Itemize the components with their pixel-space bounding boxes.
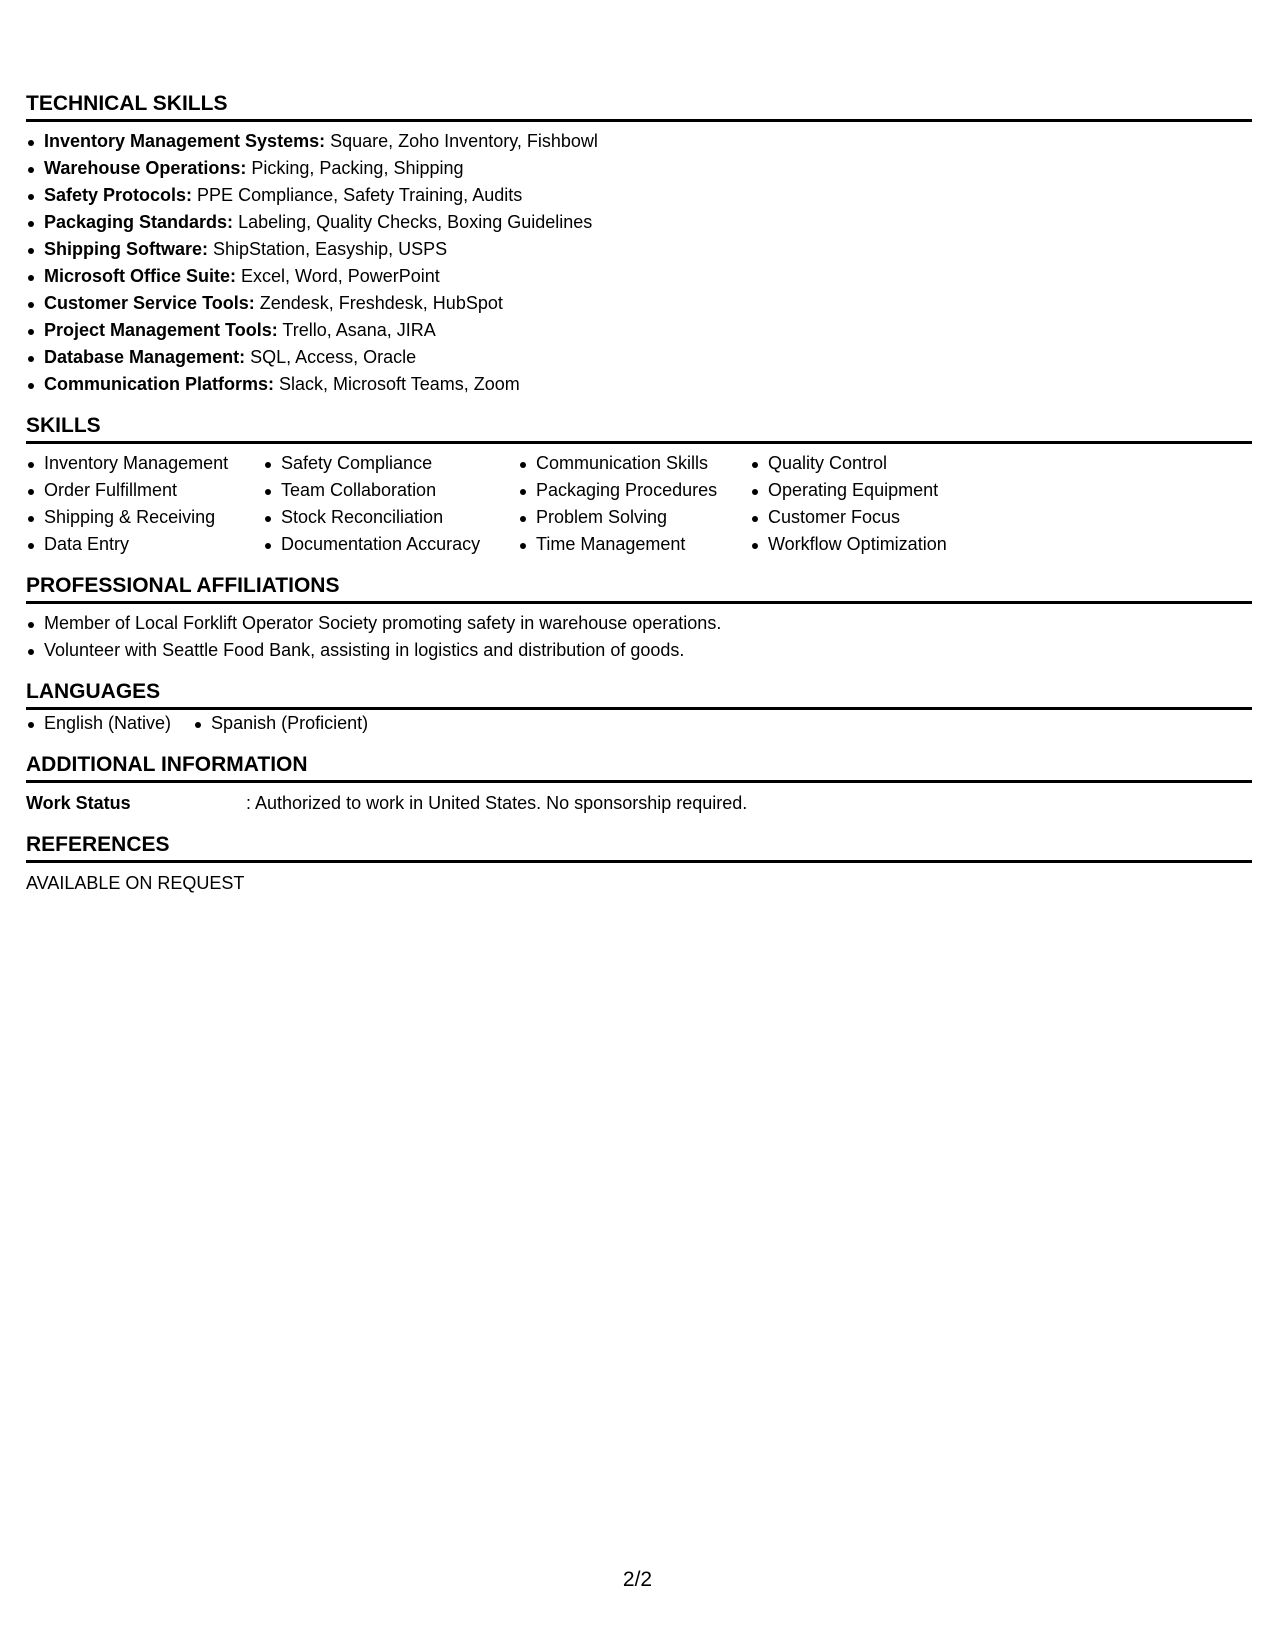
languages-list <box>26 710 1252 737</box>
skill-category-label: Customer Service Tools: <box>44 293 255 313</box>
list-item <box>26 371 1252 398</box>
list-item: Workflow Optimization <box>750 531 1000 558</box>
list-item: Communication Skills <box>518 450 750 477</box>
info-value: : Authorized to work in United States. No sponsorship required. <box>246 793 748 813</box>
section-title-languages: LANGUAGES <box>26 680 1252 710</box>
page-number: 2/2 <box>622 1568 653 1591</box>
references-text: AVAILABLE ON REQUEST <box>26 873 245 893</box>
skill-category-value: Trello, Asana, JIRA <box>277 320 436 340</box>
skills-section <box>26 414 1252 558</box>
skills-column <box>26 450 263 558</box>
list-item <box>26 317 1252 344</box>
affiliations-list <box>26 610 1252 664</box>
skills-grid <box>26 450 1252 558</box>
technical-skills-section <box>26 92 1252 398</box>
affiliations-section <box>26 574 1252 664</box>
skill-category-value: Labeling, Quality Checks, Boxing Guidelines <box>233 212 593 232</box>
skills-column <box>518 450 750 558</box>
skill-category-value: Zendesk, Freshdesk, HubSpot <box>254 293 503 313</box>
skill-category-value: Excel, Word, PowerPoint <box>236 266 440 286</box>
list-item <box>26 155 1252 182</box>
section-title-references: REFERENCES <box>26 833 1252 863</box>
list-item <box>26 209 1252 236</box>
list-item: Data Entry <box>26 531 263 558</box>
technical-skills-list <box>26 128 1252 398</box>
list-item: Spanish (Proficient) <box>193 710 368 737</box>
skill-category-label: Microsoft Office Suite: <box>44 266 237 286</box>
section-title-affiliations: PROFESSIONAL AFFILIATIONS <box>26 574 1252 604</box>
list-item <box>26 182 1252 209</box>
resume-page <box>26 92 1252 897</box>
list-item: Safety Compliance <box>263 450 518 477</box>
skill-category-value: SQL, Access, Oracle <box>245 347 417 367</box>
list-item: Documentation Accuracy <box>263 531 518 558</box>
section-title-technical-skills: TECHNICAL SKILLS <box>26 92 1252 122</box>
skill-category-label: Warehouse Operations: <box>44 158 247 178</box>
skill-category-value: PPE Compliance, Safety Training, Audits <box>192 185 523 205</box>
skill-category-label: Project Management Tools: <box>44 320 278 340</box>
info-row <box>26 790 1252 817</box>
list-item <box>26 290 1252 317</box>
section-title-skills: SKILLS <box>26 414 1252 444</box>
list-item <box>26 236 1252 263</box>
list-item: Problem Solving <box>518 504 750 531</box>
additional-info-section <box>26 753 1252 817</box>
skill-category-value: Picking, Packing, Shipping <box>246 158 464 178</box>
skill-category-value: Slack, Microsoft Teams, Zoom <box>274 374 520 394</box>
list-item: Time Management <box>518 531 750 558</box>
list-item: Inventory Management <box>26 450 263 477</box>
list-item <box>26 344 1252 371</box>
list-item: Shipping & Receiving <box>26 504 263 531</box>
skill-category-label: Shipping Software: <box>44 239 208 259</box>
skills-column <box>263 450 518 558</box>
list-item <box>26 263 1252 290</box>
list-item: Stock Reconciliation <box>263 504 518 531</box>
skills-column <box>750 450 1000 558</box>
languages-section <box>26 680 1252 737</box>
skill-category-value: Square, Zoho Inventory, Fishbowl <box>325 131 598 151</box>
list-item: Quality Control <box>750 450 1000 477</box>
list-item: Packaging Procedures <box>518 477 750 504</box>
list-item: Order Fulfillment <box>26 477 263 504</box>
skill-category-label: Database Management: <box>44 347 246 367</box>
skill-category-label: Packaging Standards: <box>44 212 234 232</box>
skill-category-label: Safety Protocols: <box>44 185 193 205</box>
list-item: Operating Equipment <box>750 477 1000 504</box>
list-item: Customer Focus <box>750 504 1000 531</box>
info-key: Work Status <box>26 793 131 813</box>
references-section <box>26 833 1252 897</box>
list-item: English (Native) <box>26 710 171 737</box>
list-item: Volunteer with Seattle Food Bank, assisting in logistics and distribution of goods. <box>26 637 1252 664</box>
skill-category-value: ShipStation, Easyship, USPS <box>208 239 448 259</box>
skill-category-label: Inventory Management Systems: <box>44 131 326 151</box>
list-item: Team Collaboration <box>263 477 518 504</box>
section-title-additional-info: ADDITIONAL INFORMATION <box>26 753 1252 783</box>
list-item: Member of Local Forklift Operator Society promoting safety in warehouse operations. <box>26 610 1252 637</box>
list-item <box>26 128 1252 155</box>
skill-category-label: Communication Platforms: <box>44 374 275 394</box>
